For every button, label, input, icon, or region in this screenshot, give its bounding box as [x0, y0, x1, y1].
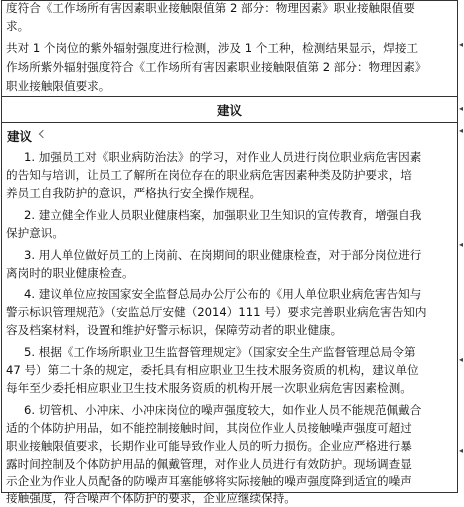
item-line: 露时间控制及个体防护用品的佩戴管理，对作业人员进行有效防护。现场调查显 [6, 457, 412, 471]
item-line: 职业接触限值要求，长期作业可能导致作业人员的听力损伤。企业应严格进行暴 [6, 439, 412, 453]
section-header-row [1, 96, 458, 123]
item-line: 警示标识管理规范》（安监总厅安健（2014）111 号）要求完善职业病危害告知内 [6, 305, 427, 319]
recommendations-block [1, 122, 458, 505]
item-line: 适的个体防护用品，如不能控制接触时间，其岗位作业人员接触噪声强度可超过 [6, 421, 412, 435]
recommendations-heading: 建议 [7, 129, 33, 144]
text-line: 作场所紫外辐射强度符合《工作场所有害因素职业接触限值第 2 部分：物理因素》 [6, 60, 427, 74]
item-line: 示企业为作业人员配备的防噪声耳塞能够将实际接触的噪声强度降到适宜的噪声 [6, 474, 412, 488]
document-page [1, 0, 463, 505]
item-line: 3. 用人单位做好员工的上岗前、在岗期间的职业健康检查，对于部分岗位进行 [24, 248, 422, 262]
item-line: 2. 建立健全作业人员职业健康档案，加强职业卫生知识的宣传教育，增强自我 [24, 208, 422, 222]
track-change-icon: ◂ [458, 104, 463, 113]
item-line: 1. 加强员工对《职业病防治法》的学习，对作业人员进行岗位职业病危害因素 [24, 150, 422, 164]
item-line: 6. 切管机、小冲床、小冲床岗位的噪声强度较大，如作业人员不能规范佩戴合 [24, 403, 422, 417]
item-line: 每年至少委托相应职业卫生技术服务资质的机构开展一次职业病危害因素检测。 [6, 381, 412, 395]
item-line: 47 号）第二十条的规定，委托具有相应职业卫生技术服务资质的机构，建议单位 [6, 363, 419, 377]
text-line: 度符合《工作场所有害因素职业接触限值第 2 部分：物理因素》职业接触限值要 [6, 1, 415, 15]
edit-marker-icon [39, 130, 47, 138]
track-change-icon: ◂ [458, 126, 463, 135]
track-change-icon: ◂ [458, 40, 463, 49]
item-line: 容及档案材料，设置和维护好警示标识，保障劳动者的职业健康。 [6, 323, 343, 337]
track-change-icon: ◂ [458, 355, 463, 364]
item-line: 离岗时的职业健康检查。 [6, 266, 134, 280]
track-change-icon: ◂ [458, 446, 463, 455]
item-line: 的告知与培训，让员工了解所在岗位存在的职业病危害因素种类及防护要求，培 [6, 168, 412, 182]
text-line: 共对 1 个岗位的紫外辐射强度进行检测，涉及 1 个工种，检测结果显示，焊接工 [6, 41, 419, 55]
item-line: 保护意识。 [6, 226, 64, 240]
item-line: 养员工自我防护的意识，严格执行安全操作规程。 [6, 186, 262, 200]
section-title: 建议 [216, 103, 242, 118]
item-line: 5. 根据《工作场所职业卫生监督管理规定》（国家安全生产监督管理总局令第 [24, 345, 416, 359]
item-line: 4. 建议单位应按国家安全监督总局办公厅公布的《用人单位职业病危害告知与 [24, 287, 422, 301]
text-line: 职业接触限值要求。 [6, 79, 111, 93]
track-change-icon: ◂ [458, 240, 463, 249]
item-line: 接触强度，符合噪声个体防护的要求，企业应继续保持。 [6, 491, 296, 505]
text-line: 求。 [6, 19, 30, 33]
